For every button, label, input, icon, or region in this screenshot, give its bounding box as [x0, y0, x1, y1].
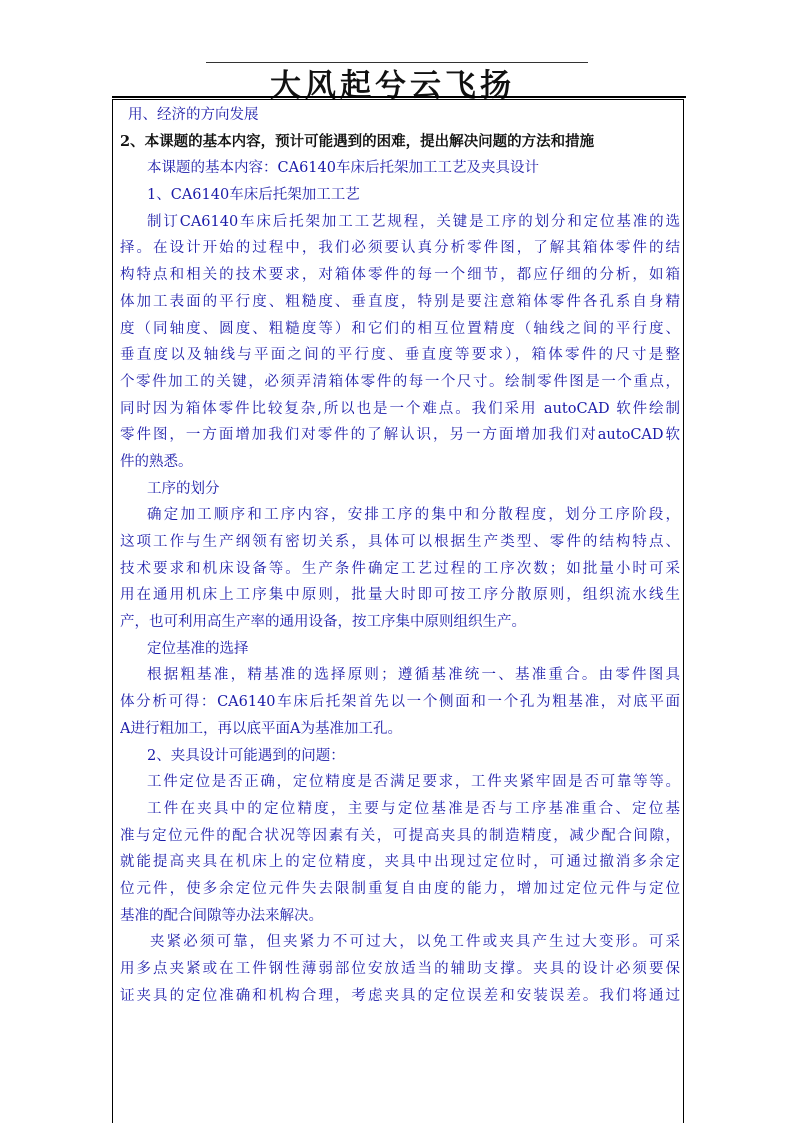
text-line: 就能提高夹具在机床上的定位精度，夹具中出现过定位时，可通过撤消多余定	[120, 854, 680, 871]
text-line: 体分析可得：CA6140车床后托架首先以一个侧面和一个孔为粗基准，对底平面	[120, 694, 680, 711]
text-line: 工件定位是否正确，定位精度是否满足要求，工件夹紧牢固是否可靠等等。	[147, 774, 680, 791]
text-line: 技术要求和机床设备等。生产条件确定工艺过程的工序次数；如批量小时可采	[120, 560, 680, 577]
text-line: 体加工表面的平行度、粗糙度、垂直度，特别是要注意箱体零件各孔系自身精	[120, 293, 680, 310]
header-underline	[112, 96, 686, 98]
text-line: 制订CA6140车床后托架加工工艺规程，关键是工序的划分和定位基准的选	[147, 213, 680, 230]
text-line: 件的熟悉。	[120, 453, 193, 470]
text-line: A进行粗加工，再以底平面A为基准加工孔。	[120, 720, 402, 737]
text-line: 本课题的基本内容：CA6140车床后托架加工工艺及夹具设计	[147, 160, 539, 177]
document-body	[120, 102, 680, 1009]
text-line: 位元件，使多余定位元件失去限制重复自由度的能力，增加过定位元件与定位	[120, 880, 680, 897]
text-line: 度（同轴度、圆度、粗糙度等）和它们的相互位置精度（轴线之间的平行度、	[120, 320, 680, 337]
text-line: 这项工作与生产纲领有密切关系，具体可以根据生产类型、零件的结构特点、	[120, 534, 680, 550]
text-line: 用在通用机床上工序集中原则，批量大时即可按工序分散原则，组织流水线生	[120, 587, 680, 604]
subsection-heading: 工序的划分	[147, 480, 220, 497]
text-line: 个零件加工的关键，必须弄清箱体零件的每一个尺寸。绘制零件图是一个重点，	[120, 373, 680, 390]
text-line: 择。在设计开始的过程中，我们必须要认真分析零件图，了解其箱体零件的结	[120, 240, 680, 257]
subsection-heading: 2、夹具设计可能遇到的问题：	[147, 747, 345, 764]
subsection-heading: 定位基准的选择	[147, 640, 249, 657]
text-line: 用、经济的方向发展	[128, 107, 259, 123]
text-line: 产，也可利用高生产率的通用设备，按工序集中原则组织生产。	[120, 614, 526, 631]
subsection-heading: 1、CA6140车床后托架加工工艺	[147, 187, 360, 204]
text-line: 根据粗基准，精基准的选择原则；遵循基准统一、基准重合。由零件图具	[147, 667, 680, 684]
section-heading: 2、本课题的基本内容，预计可能遇到的困难，提出解决问题的方法和措施	[120, 132, 595, 150]
text-line: 证夹具的定位准确和机构合理，考虑夹具的定位误差和安装误差。我们将通过	[120, 987, 680, 1004]
text-line: 确定加工顺序和工序内容，安排工序的集中和分散程度，划分工序阶段，	[147, 507, 680, 524]
text-line: 夹紧必须可靠，但夹紧力不可过大，以免工件或夹具产生过大变形。可采	[150, 934, 680, 951]
text-line: 构特点和相关的技术要求，对箱体零件的每一个细节，都应仔细的分析，如箱	[120, 267, 680, 284]
header-title: 大风起兮云飞扬	[270, 68, 515, 104]
text-line: 同时因为箱体零件比较复杂,所以也是一个难点。我们采用 autoCAD 软件绘制	[120, 400, 680, 417]
text-line: 用多点夹紧或在工件钢性薄弱部位安放适当的辅助支撑。夹具的设计必须要保	[120, 961, 680, 977]
text-line: 零件图，一方面增加我们对零件的了解认识，另一方面增加我们对autoCAD软	[120, 427, 680, 444]
text-line: 准与定位元件的配合状况等因素有关，可提高夹具的制造精度，减少配合间隙，	[120, 827, 680, 844]
text-line: 工件在夹具中的定位精度，主要与定位基准是否与工序基准重合、定位基	[147, 800, 680, 817]
text-line: 基准的配合间隙等办法来解决。	[120, 907, 323, 924]
text-line: 垂直度以及轴线与平面之间的平行度、垂直度等要求），箱体零件的尺寸是整	[120, 347, 680, 364]
